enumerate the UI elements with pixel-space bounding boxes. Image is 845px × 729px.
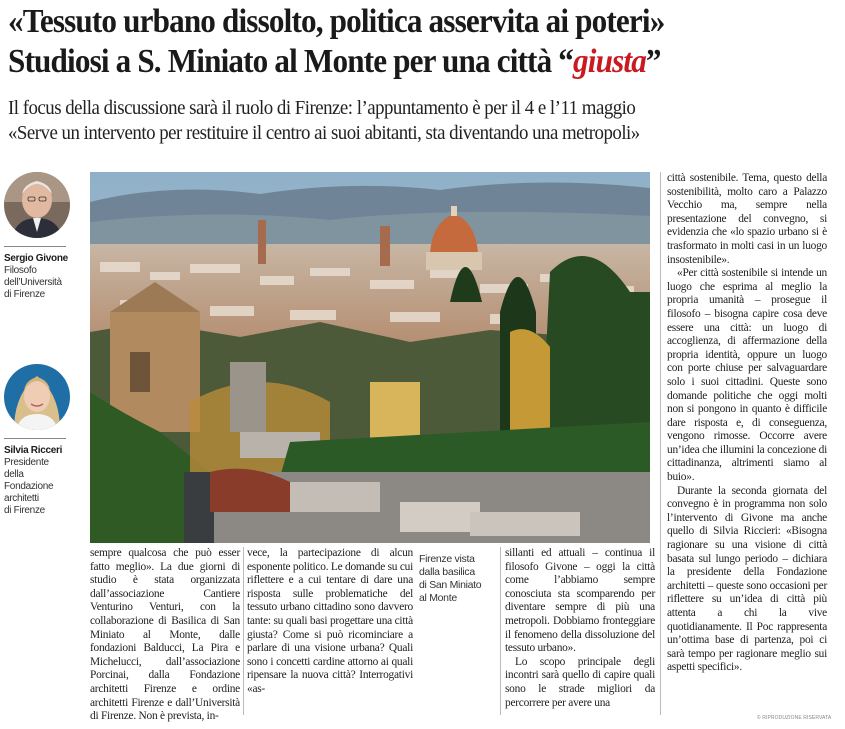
person-role-line: Filosofo bbox=[4, 265, 37, 276]
article-column-2 bbox=[247, 547, 413, 697]
portrait-photo bbox=[4, 172, 70, 238]
person-role-line: architetti bbox=[4, 493, 39, 504]
copyright-notice: © RIPRODUZIONE RISERVATA bbox=[757, 715, 832, 721]
headline-closing-quote: ” bbox=[645, 43, 661, 80]
divider bbox=[4, 246, 66, 247]
divider bbox=[4, 438, 66, 439]
portrait-image bbox=[4, 172, 70, 238]
panorama-image bbox=[90, 172, 650, 543]
photo-caption bbox=[419, 553, 497, 605]
article-paragraph: città sostenibile. Tema, questo della sostenibilità, molto caro a Palazzo Vecchio ma, sempre nella presentazione del convegno, si evidenzia che «lo spazio urbano si è trasformato in molti casi in un luogo insostenibile». bbox=[667, 172, 827, 266]
article-paragraph: sillanti ed attuali – continua il filosofo Givone – oggi la città come l’abbiamo sempre conosciuta sta scomparendo per diventare sempre di più una metropoli. Dobbiamo fronteggiare il fenomeno della dissoluzione del tessuto urbano». bbox=[505, 547, 655, 655]
person-role-line: della bbox=[4, 469, 24, 480]
column-rule bbox=[500, 547, 501, 715]
article-paragraph: sempre qualcosa che può esser fatto meglio». La due giorni di studio è stata organizzata dall’associazione Cantiere Venturino Venturi, con la collaborazione di Basilica di San Miniato al Monte, dalle fondazioni Balducci, La Pira e Michelucci, dall’associazione Porcinai, dalla Fondazione architetti Firenze e ordine architetti Firenze e dall’Università di Firenze. Non è prevista, in- bbox=[90, 547, 240, 723]
caption-line: Firenze vista bbox=[419, 553, 475, 565]
article-column-3 bbox=[505, 547, 655, 710]
caption-line: di San Miniato bbox=[419, 579, 482, 591]
person-name: Silvia Ricceri bbox=[4, 445, 63, 456]
portrait-photo bbox=[4, 364, 70, 430]
column-rule bbox=[660, 172, 661, 715]
headline bbox=[8, 2, 780, 82]
person-role-line: dell’Università bbox=[4, 277, 62, 288]
article-column-4 bbox=[667, 172, 827, 675]
article-paragraph: Lo scopo principale degli incontri sarà quello di capire quali sono le strade migliori da percorrere per avere una bbox=[505, 655, 655, 709]
caption-line: al Monte bbox=[419, 592, 457, 604]
subheadline-2: «Serve un intervento per restituire il centro ai suoi abitanti, sta diventando una metropoli» bbox=[8, 122, 640, 144]
headline-accent-word: giusta bbox=[573, 43, 646, 80]
person-sergio-givone bbox=[4, 172, 80, 301]
person-role-line: di Firenze bbox=[4, 289, 45, 300]
florence-panorama-photo bbox=[90, 172, 650, 543]
person-silvia-ricceri bbox=[4, 364, 80, 517]
headline-line-2-text: Studiosi a S. Miniato al Monte per una città “ bbox=[8, 43, 574, 80]
person-role-line: di Firenze bbox=[4, 505, 45, 516]
person-name: Sergio Givone bbox=[4, 253, 68, 264]
portrait-image bbox=[4, 364, 70, 430]
headline-line-2 bbox=[8, 43, 661, 80]
person-role-line: Fondazione bbox=[4, 481, 54, 492]
column-rule bbox=[243, 547, 244, 715]
article-paragraph: Durante la seconda giornata del convegno è in programma non solo l’intervento di Givone ma anche quello di Silvia Riccieri: «Bisogna ragionare su una visione di città basata sul lungo periodo – dichiara la presidente della Fondazione architetti – queste sono occasioni per riflettere su un’idea di città più attenta a chi la vive quotidianamente. Il Poc rappresenta un’ottima base di partenza, poi ci sarà tempo per ragionare meglio sui aspetti specifici». bbox=[667, 484, 827, 674]
headline-line-1: «Tessuto urbano dissolto, politica asservita ai poteri» bbox=[8, 3, 665, 40]
article-paragraph: «Per città sostenibile si intende un luogo che esprima al meglio la propria umanità – prosegue il filosofo – bisogna capire cosa deve essere una città: un luogo di accoglienza, di affermazione della propria identità, oppure un luogo con porte chiuse per salvaguardare solo i suoi cittadini. Queste sono domande politiche che oggi molti non si pongono in quanto è difficile dare risposta e, di conseguenza, vengono rimosse. Occorre avere un’idea che illumini la concezione di cittadinanza, altrimenti siamo al buio». bbox=[667, 267, 827, 484]
article-column-1 bbox=[90, 547, 240, 724]
article-paragraph: vece, la partecipazione di alcun esponente politico. Le domande su cui riflettere e a cui tentare di dare una risposta sulle problematiche del tessuto urbano cittadino sono davvero tante: su quali basi progettare una città giusta? Come si può ricominciare a parlare di una visione urbana? Quali sono i concetti cardine attorno ai quali ripensare la nuova città? Interrogativi «as- bbox=[247, 547, 413, 695]
caption-line: dalla basilica bbox=[419, 566, 475, 578]
person-role-line: Presidente bbox=[4, 457, 49, 468]
subheadline-1: Il focus della discussione sarà il ruolo di Firenze: l’appuntamento è per il 4 e l’11 maggio bbox=[8, 97, 636, 119]
